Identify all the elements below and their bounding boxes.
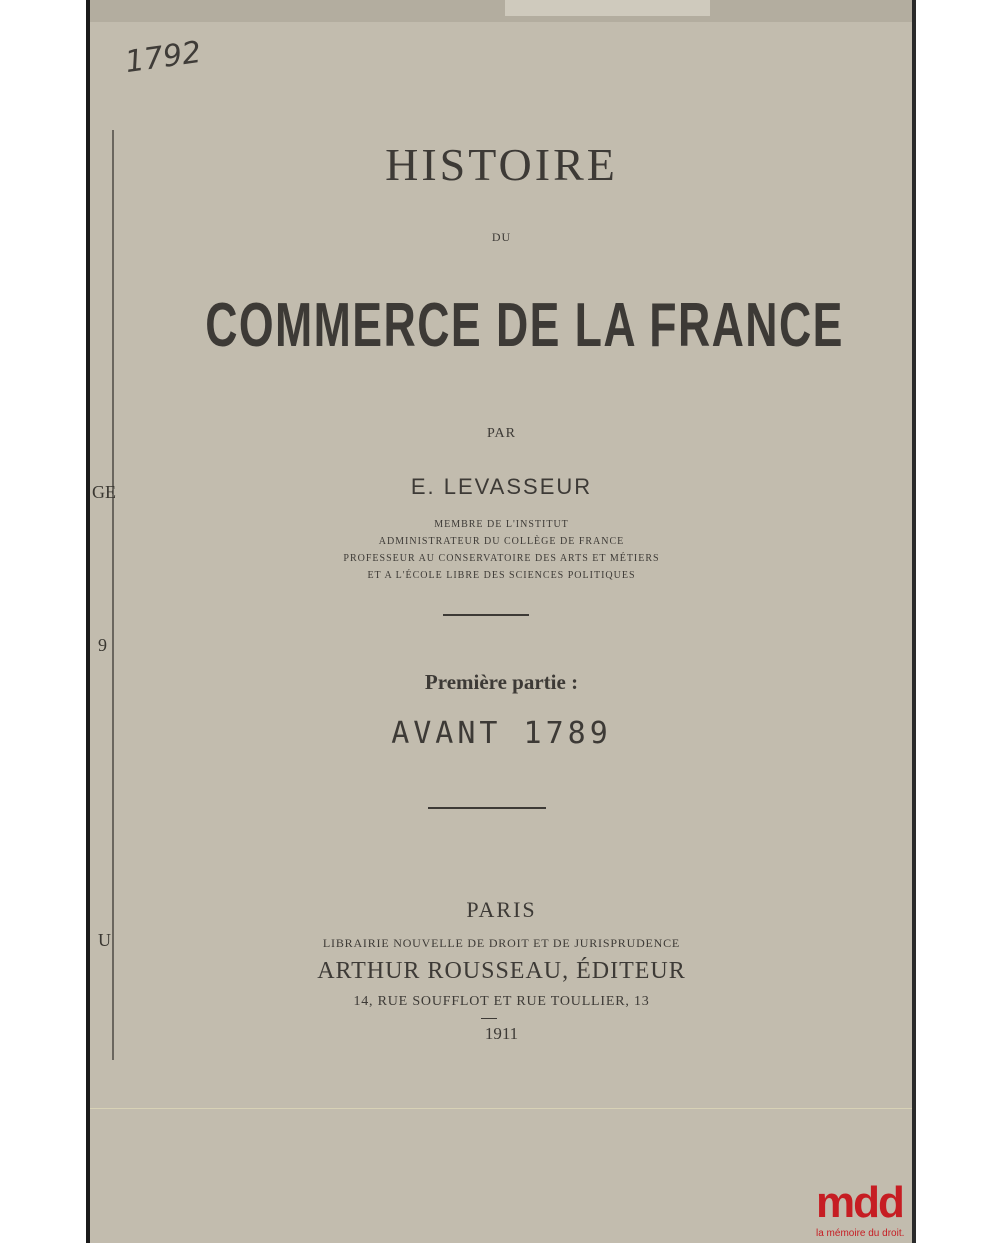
credential-line: ADMINISTRATEUR DU COLLÈGE DE FRANCE (378, 536, 625, 547)
by-label: PAR (487, 426, 516, 441)
title-connector: DU (491, 230, 512, 244)
scan-right-edge (912, 0, 916, 1243)
spine-letters-bottom: U (98, 930, 111, 950)
part-title: AVANT 1789 (391, 716, 612, 751)
title-line-2: COMMERCE DE LA FRANCE (205, 291, 844, 360)
cover-top-band (90, 0, 913, 22)
logo-tagline: la mémoire du droit. (816, 1228, 905, 1239)
part-label: Première partie : (424, 670, 579, 694)
paper-tab (505, 0, 710, 16)
divider-rule (428, 807, 546, 809)
publication-year: 1911 (484, 1024, 519, 1043)
author-name: E. LEVASSEUR (410, 474, 593, 499)
small-rule (481, 1018, 497, 1019)
spine-letters-top: GE (92, 482, 116, 502)
publication-city: PARIS (466, 897, 537, 922)
spine-letters-middle: 9 (98, 635, 107, 655)
publisher-address: 14, RUE SOUFFLOT ET RUE TOULLIER, 13 (353, 994, 650, 1009)
title-line-1: HISTOIRE (385, 139, 618, 190)
book-cover (90, 0, 913, 1243)
logo-wordmark: mdd (816, 1178, 903, 1227)
credential-line: PROFESSEUR AU CONSERVATOIRE DES ARTS ET MÉTIERS (343, 553, 660, 564)
credential-line: MEMBRE DE L'INSTITUT (434, 519, 569, 530)
publisher-line-1: LIBRAIRIE NOUVELLE DE DROIT ET DE JURISPRUDENCE (322, 936, 681, 950)
mdd-watermark-logo (816, 1178, 916, 1243)
fold-line (90, 1108, 913, 1109)
credential-line: ET A L'ÉCOLE LIBRE DES SCIENCES POLITIQUES (367, 570, 636, 581)
divider-rule (443, 614, 529, 616)
handwritten-number: 1792 (122, 34, 204, 81)
publisher-line-2: ARTHUR ROUSSEAU, ÉDITEUR (317, 958, 686, 984)
